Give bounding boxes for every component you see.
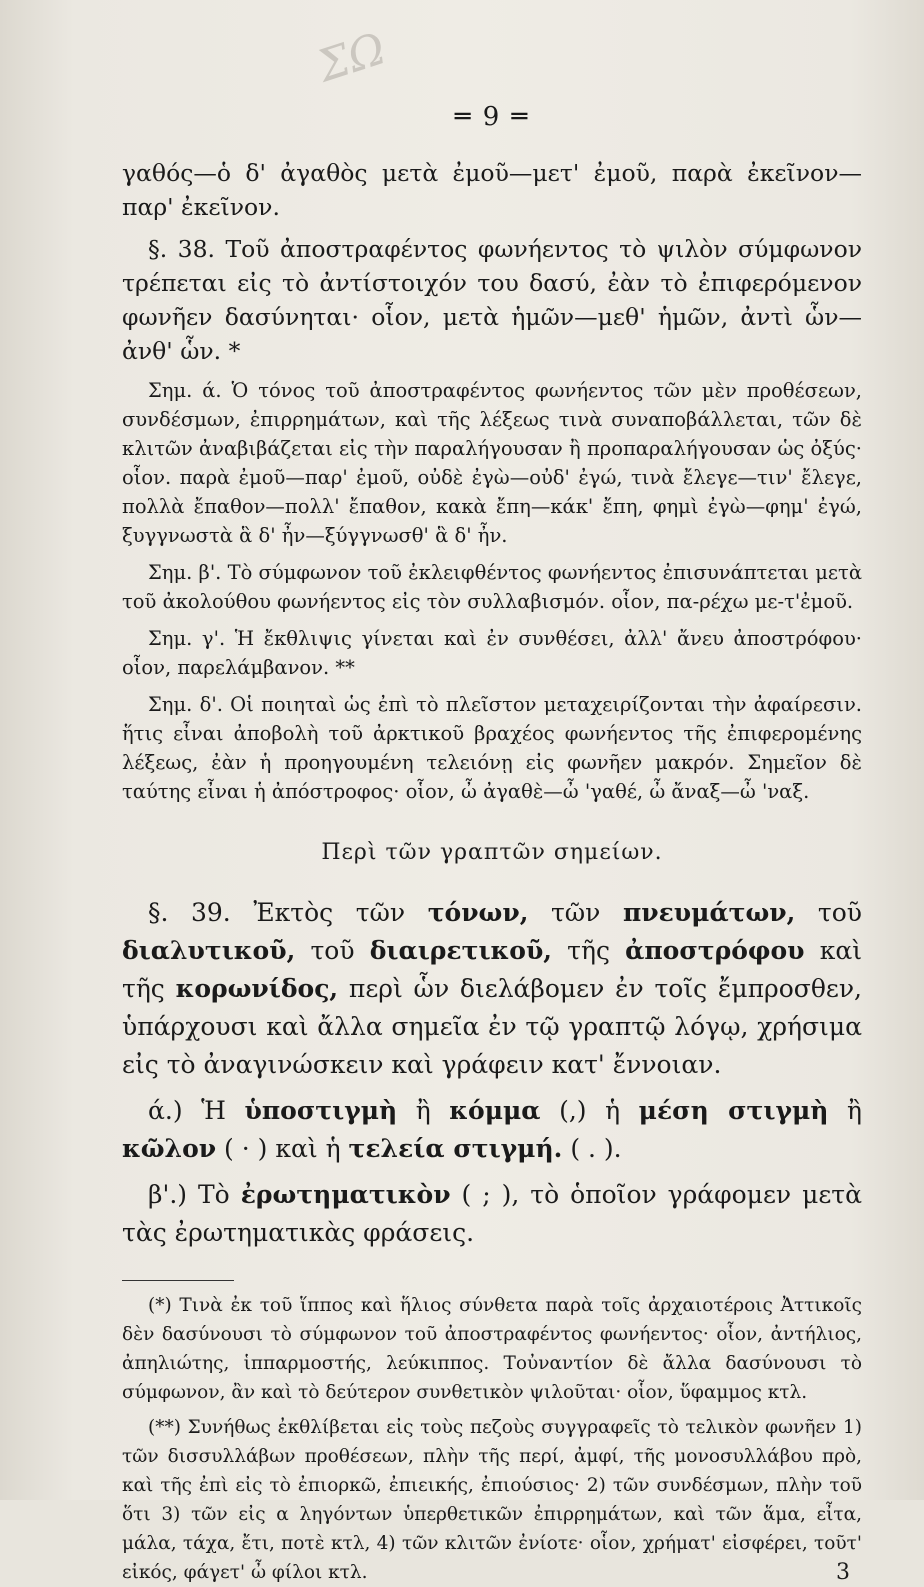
item-b bbox=[122, 1176, 862, 1252]
term-diaeretic: διαιρετικοῦ, bbox=[369, 936, 552, 965]
term-erotematikon: ἐρωτηματικὸν bbox=[240, 1180, 451, 1209]
note-d: Σημ. δ'. Οἱ ποιηταὶ ὡς ἐπὶ τὸ πλεῖστον μεταχειρίζονται τὴν ἀφαίρεσιν. ἥτις εἶναι ἀποβολὴ τοῦ ἀρκτικοῦ βραχέος φωνήεντος τῆς ἐπιφερομένης λέξεως, ἐὰν ἡ προηγουμένη τελειόνῃ εἰς φωνῆεν μακρόν. Σημεῖον δὲ ταύτης εἶναι ἡ ἀπόστροφος· οἷον, ὦ ἀγαθὲ—ὦ 'γαθέ, ὦ ἄναξ—ὦ 'ναξ. bbox=[122, 693, 862, 803]
paragraph-section-38: §. 38. Τοῦ ἀποστραφέντος φωνήεντος τὸ ψιλὸν σύμφωνον τρέπεται εἰς τὸ ἀντίστοιχόν του δασύ, ἐὰν τὸ ἐπιφερόμενον φωνῆεν δασύνηται· οἷον, μετὰ ἡμῶν—μεθ' ἡμῶν, ἀντὶ ὧν— ἀνθ' ὧν. * bbox=[122, 235, 862, 365]
term-kolon: κῶλον bbox=[122, 1134, 217, 1163]
text-run: καὶ τῆς bbox=[122, 936, 863, 1003]
term-apostrophe: ἀποστρόφου bbox=[625, 936, 805, 965]
note-b: Σημ. β'. Τὸ σύμφωνον τοῦ ἐκλειφθέντος φωνήεντος ἐπισυνάπτεται μετὰ τοῦ ἀκολούθου φωνήεντος εἰς τὸν συλλαβισμόν. οἷον, πα-ρέχω με-τ'ἐμοῦ. bbox=[122, 561, 862, 613]
section-heading: Περὶ τῶν γραπτῶν σημείων. bbox=[321, 840, 663, 865]
note-a: Σημ. ά. Ὁ τόνος τοῦ ἀποστραφέντος φωνήεντος τῶν μὲν προθέσεων, συνδέσμων, ἐπιρρημάτων, καὶ τῆς λέξεως τινὰ συναποβάλλεται, τῶν δὲ κλιτῶν ἀναβιβάζεται εἰς τὴν παραλήγουσαν ἢ προπαραλήγουσαν ὡς ὀξύς· οἷον. παρὰ ἐμοῦ—παρ' ἐμοῦ, οὐδὲ ἐγὼ—οὐδ' ἐγώ, τινὰ ἔλεγε—τιν' ἔλεγε, πολλὰ ἔπαθον—πολλ' ἔπαθον, κακὰ ἔπη—κάκ' ἔπη, φημὶ ἐγὼ—φημ' ἐγώ, ξυγγνωστὰ ἃ δ' ἦν—ξύγγνωσθ' ἃ δ' ἦν. bbox=[122, 379, 862, 547]
item-a bbox=[122, 1092, 862, 1168]
term-mese-stigme: μέση στιγμὴ bbox=[638, 1096, 829, 1125]
term-coronis: κορωνίδος, bbox=[175, 974, 339, 1003]
text-run: περὶ ὧν διελάβομεν ἐν τοῖς ἔμπροσθεν, ὑπάρχουσι καὶ ἄλλα σημεῖα ἐν τῷ γραπτῷ λόγῳ, χρήσιμα εἰς τὸ ἀναγινώσκειν καὶ γράφειν κατ' ἔννοιαν. bbox=[122, 974, 862, 1079]
term-breathings: πνευμάτων, bbox=[622, 898, 796, 927]
text-run: τῶν bbox=[550, 898, 601, 927]
text-run: τοῦ bbox=[310, 936, 355, 965]
paragraph-section-39 bbox=[122, 894, 862, 1084]
term-komma: κόμμα bbox=[449, 1096, 541, 1125]
page-number: ═ 9 ═ bbox=[454, 102, 530, 132]
term-dialytic: διαλυτικοῦ, bbox=[122, 936, 296, 965]
footnote-2 bbox=[122, 1413, 862, 1587]
item-b-label: β'.) bbox=[148, 1180, 188, 1209]
text-run: τῆς bbox=[567, 936, 610, 965]
text-run: Ἡ bbox=[201, 1096, 226, 1125]
footnote-1: (*) Τινὰ ἐκ τοῦ ἵππος καὶ ἥλιος σύνθετα παρὰ τοῖς ἀρχαιοτέροις Ἀττικοῖς δὲν δασύνουσι τὸ σύμφωνον τοῦ ἀποστραφέντος φωνήεντος· οἷον, ἀντήλιος, ἀπηλιώτης, ἱππαρμοστής, λεύκιππος. Τοὐναντίον δὲ ἄλλα δασύνουσι τὸ σύμφωνον, ἂν καὶ τὸ δεύτερον συνθετικὸν ψιλοῦται· οἷον, ὕφαμμος κτλ. bbox=[122, 1295, 862, 1403]
text-run: ( . ). bbox=[570, 1134, 622, 1163]
signature-mark: 3 bbox=[836, 1560, 850, 1585]
term-tones: τόνων, bbox=[427, 898, 529, 927]
text-run: Ἐκτὸς τῶν bbox=[253, 898, 406, 927]
note-g: Σημ. γ'. Ἡ ἔκθλιψις γίνεται καὶ ἐν συνθέσει, ἀλλ' ἄνευ ἀποστρόφου· οἷον, παρελάμβανον. ** bbox=[122, 627, 862, 679]
text-run: ἢ bbox=[415, 1096, 431, 1125]
term-teleia-stigme: τελεία στιγμή. bbox=[348, 1134, 563, 1163]
section-number: §. 39. bbox=[148, 898, 231, 927]
footnote-2-text: (**) Συνήθως ἐκθλίβεται εἰς τοὺς πεζοὺς συγγραφεῖς τὸ τελικὸν φωνῆεν 1) τῶν δισσυλλάβων προθέσεων, πλὴν τῆς περί, ἀμφί, τῆς μονοσυλλάβου πρὸ, καὶ τῆς ἐπὶ εἰς τὸ ἐπιορκῶ, ἐπιεικής, ἐπιούσιος· 2) τῶν συνδέσμων, πλὴν τοῦ ὅτι 3) τῶν εἰς α ληγόντων ὑπερθετικῶν ἐπιρρημάτων, καὶ τῶν ἅμα, εἶτα, μάλα, τάχα, ἔτι, ποτὲ κτλ, 4) τῶν κλιτῶν ἐνίοτε· οἷον, χρήματ' εἰσφέρει, τοῦτ' εἰκός, φάγετ' ὦ φίλοι κτλ. bbox=[122, 1417, 862, 1583]
text-run: (,) ἡ bbox=[559, 1096, 621, 1125]
paragraph-continuation: γαθός—ὁ δ' ἀγαθὸς μετὰ ἐμοῦ—μετ' ἐμοῦ, παρὰ ἐκεῖνον—παρ' ἐκεῖνον. bbox=[122, 159, 862, 221]
term-hypostigme: ὑποστιγμὴ bbox=[244, 1096, 398, 1125]
text-run: ( ; ), τὸ ὁποῖον γράφομεν μετὰ τὰς ἐρωτηματικὰς φράσεις. bbox=[122, 1180, 862, 1247]
faded-stamp: ΣΩ bbox=[311, 23, 392, 93]
text-run: Τὸ bbox=[198, 1180, 230, 1209]
text-run: ἢ bbox=[847, 1096, 862, 1125]
text-run: τοῦ bbox=[817, 898, 863, 927]
footnote-divider bbox=[122, 1280, 234, 1281]
item-a-label: ά.) bbox=[148, 1096, 183, 1125]
text-run: ( · ) καὶ ἡ bbox=[224, 1134, 341, 1163]
